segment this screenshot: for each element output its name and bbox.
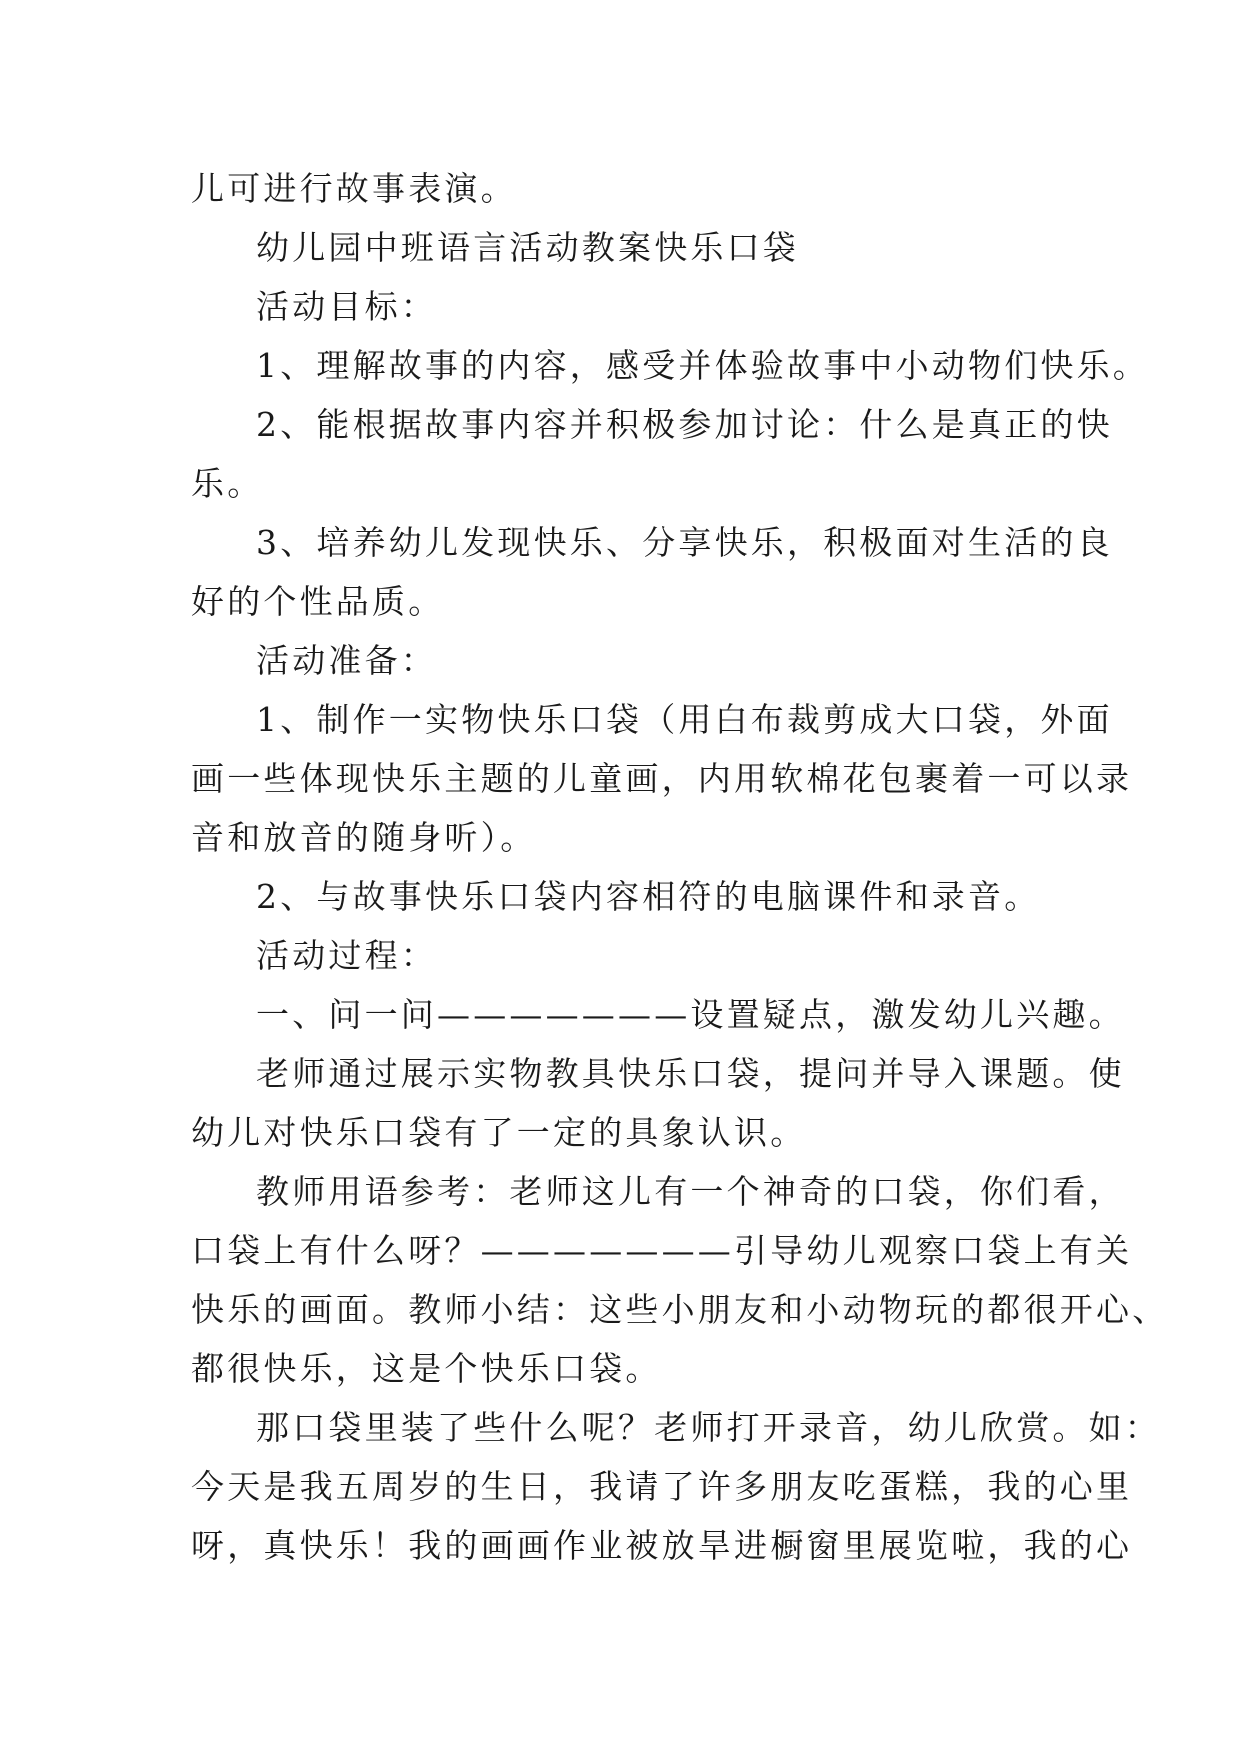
body-text-line: 音和放音的随身听）。 bbox=[191, 818, 537, 857]
body-text-line: 老师通过展示实物教具快乐口袋，提问并导入课题。使 bbox=[256, 1054, 1125, 1093]
body-text-line: 都很快乐，这是个快乐口袋。 bbox=[191, 1349, 662, 1388]
section-heading: 活动目标： bbox=[256, 287, 437, 326]
body-text-line: 呀，真快乐！我的画画作业被放旱进橱窗里展览啦，我的心 bbox=[191, 1526, 1133, 1565]
body-text-line: 画一些体现快乐主题的儿童画，内用软棉花包裹着一可以录 bbox=[191, 759, 1133, 798]
body-text-line: 教师用语参考：老师这儿有一个神奇的口袋，你们看， bbox=[256, 1172, 1125, 1211]
body-text-line: 乐。 bbox=[191, 464, 264, 503]
section-title: 幼儿园中班语言活动教案快乐口袋 bbox=[256, 228, 799, 267]
body-text-line: 好的个性品质。 bbox=[191, 582, 445, 621]
body-text-line: 儿可进行故事表演。 bbox=[191, 169, 517, 208]
body-text-line: 1、理解故事的内容，感受并体验故事中小动物们快乐。 bbox=[256, 346, 1149, 385]
body-text-line: 一、问一问———————设置疑点，激发幼儿兴趣。 bbox=[256, 995, 1125, 1034]
body-text-line: 今天是我五周岁的生日，我请了许多朋友吃蛋糕，我的心里 bbox=[191, 1467, 1133, 1506]
body-text-line: 幼儿对快乐口袋有了一定的具象认识。 bbox=[191, 1113, 807, 1152]
body-text-line: 快乐的画面。教师小结：这些小朋友和小动物玩的都很开心、 bbox=[191, 1290, 1169, 1329]
body-text-line: 口袋上有什么呀？———————引导幼儿观察口袋上有关 bbox=[191, 1231, 1133, 1270]
body-text-line: 2、能根据故事内容并积极参加讨论：什么是真正的快 bbox=[256, 405, 1113, 444]
section-heading: 活动准备： bbox=[256, 641, 437, 680]
body-text-line: 3、培养幼儿发现快乐、分享快乐，积极面对生活的良 bbox=[256, 523, 1113, 562]
section-heading: 活动过程： bbox=[256, 936, 437, 975]
body-text-line: 1、制作一实物快乐口袋（用白布裁剪成大口袋，外面 bbox=[256, 700, 1113, 739]
body-text-line: 那口袋里装了些什么呢？老师打开录音，幼儿欣赏。如： bbox=[256, 1408, 1161, 1447]
body-text-line: 2、与故事快乐口袋内容相符的电脑课件和录音。 bbox=[256, 877, 1041, 916]
